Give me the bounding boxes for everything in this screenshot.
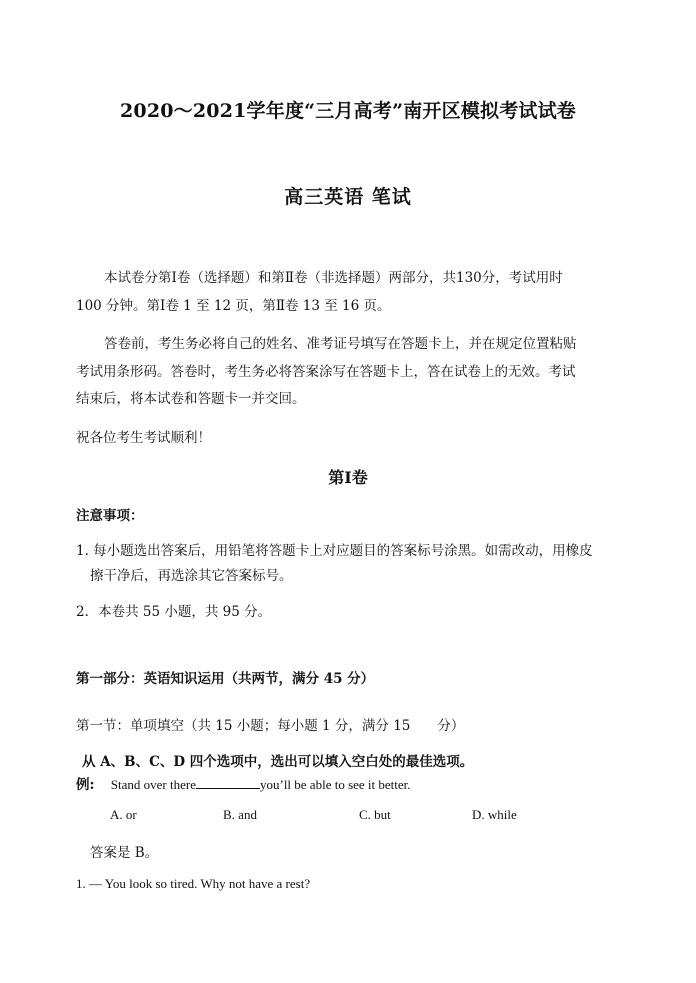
intro-para2-line2: 考试用条形码。答卷时，考生务必将答案涂写在答题卡上，答在试卷上的无效。考试 <box>76 364 576 380</box>
subsection-1-title: 第一节：单项填空（共 15 小题；每小题 1 分，满分 15 分） <box>76 718 465 734</box>
exam-title: 2020～2021学年度“三月高考”南开区模拟考试试卷 <box>119 100 577 122</box>
notice-item-1-line2: 擦干净后，再选涂其它答案标号。 <box>90 568 293 584</box>
example-text-before: Stand over there <box>110 777 196 792</box>
option-d: D. while <box>472 807 517 822</box>
notice-item-2: 2．本卷共 55 小题，共 95 分。 <box>76 604 272 620</box>
intro-para1-line2: 100 分钟。第Ⅰ卷 1 至 12 页，第Ⅱ卷 13 至 16 页。 <box>76 298 391 314</box>
intro-para2-line1: 答卷前，考生务必将自己的姓名、准考证号填写在答题卡上，并在规定位置粘贴 <box>104 336 577 352</box>
option-a: A. or <box>110 807 137 822</box>
option-b: B. and <box>223 807 257 822</box>
example-answer: 答案是 B。 <box>90 845 159 861</box>
intro-para2-line3: 结束后，将本试卷和答题卡一并交回。 <box>76 391 306 407</box>
example-line <box>76 773 411 793</box>
option-c: C. but <box>359 807 391 822</box>
example-blank <box>196 778 260 789</box>
notice-item-1-line1: 1. 每小题选出答案后，用铅笔将答题卡上对应题目的答案标号涂黑。如需改动，用橡皮 <box>76 543 593 559</box>
example-text-after: you’ll be able to see it better. <box>259 777 411 792</box>
intro-para1-line1: 本试卷分第Ⅰ卷（选择题）和第Ⅱ卷（非选择题）两部分，共130分，考试用时 <box>104 270 563 286</box>
good-luck-line: 祝各位考生考试顺利！ <box>76 430 211 446</box>
part-1-title: 第一部分：英语知识运用（共两节，满分 45 分） <box>76 671 375 687</box>
example-label: 例: <box>76 777 95 793</box>
instruction-line: 从 A、B、C、D 四个选项中，选出可以填入空白处的最佳选项。 <box>82 754 474 770</box>
notice-title: 注意事项： <box>76 508 144 524</box>
exam-subtitle: 高三英语 笔试 <box>284 186 412 208</box>
question-1: 1. — You look so tired. Why not have a rest? <box>76 876 311 891</box>
section-1-heading: 第Ⅰ卷 <box>328 468 368 487</box>
